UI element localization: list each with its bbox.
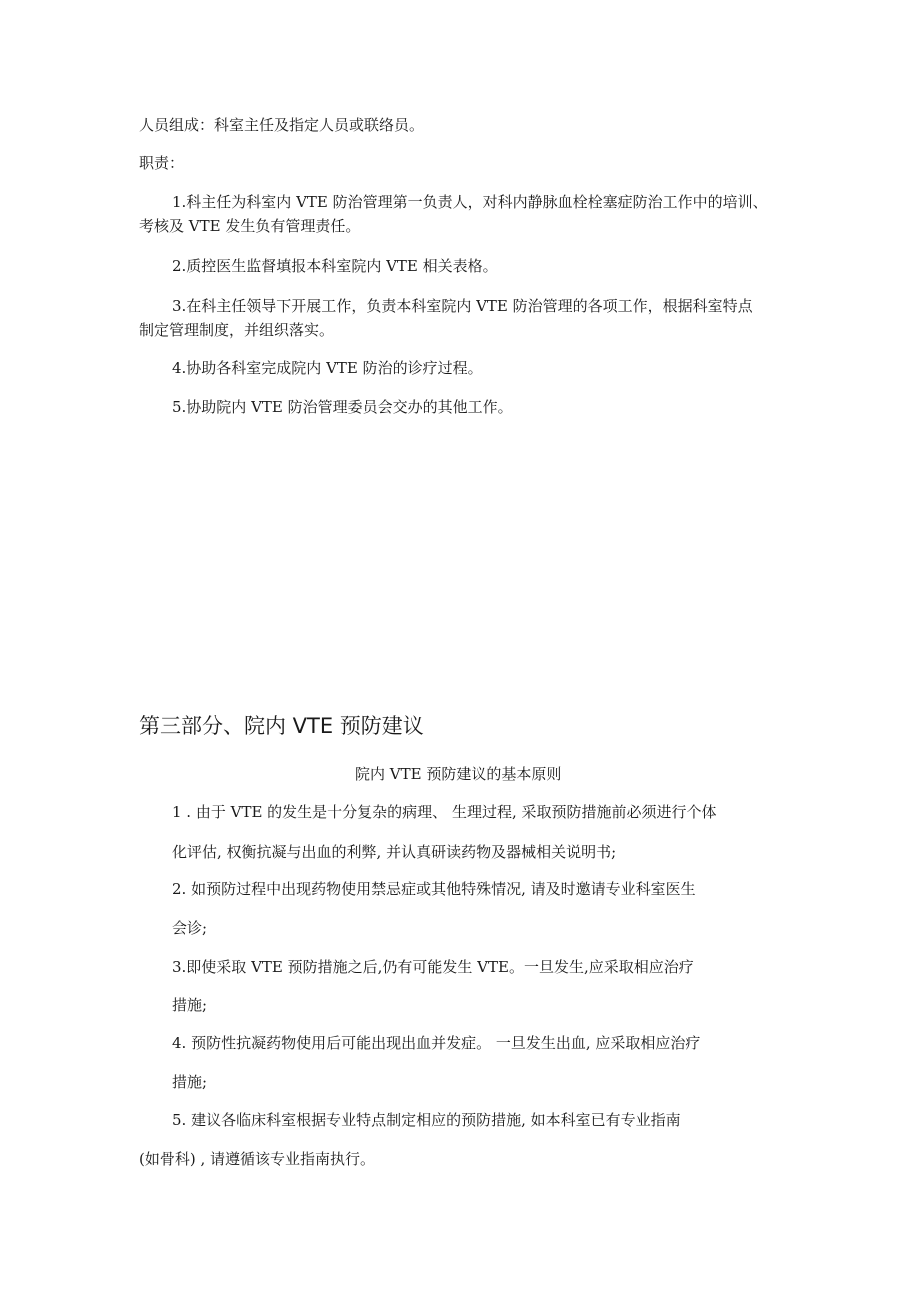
principle-3-line-1: 3.即使采取 VTE 预防措施之后,仍有可能发生 VTE。一旦发生,应采取相应治疗 <box>172 958 694 976</box>
duties-label: 职责： <box>139 154 185 172</box>
principle-1-line-2: 化评估, 权衡抗凝与出血的利弊, 并认真研读药物及器械相关说明书; <box>172 843 617 861</box>
principle-2-line-1: 2. 如预防过程中出现药物使用禁忌症或其他特殊情况, 请及时邀请专业科室医生 <box>172 880 696 898</box>
section-heading: 第三部分、院内 VTE 预防建议 <box>139 714 424 738</box>
principle-2-line-2: 会诊; <box>172 919 208 937</box>
principle-5-line-1: 5. 建议各临床科室根据专业特点制定相应的预防措施, 如本科室已有专业指南 <box>172 1111 681 1129</box>
duty-3-line-1: 3.在科主任领导下开展工作，负责本科室院内 VTE 防治管理的各项工作，根据科室特点 <box>172 297 753 315</box>
duty-1-line-2: 考核及 VTE 发生负有管理责任。 <box>139 217 361 235</box>
section-subheading: 院内 VTE 预防建议的基本原则 <box>355 765 562 783</box>
principle-1-line-1: 1 . 由于 VTE 的发生是十分复杂的病理、 生理过程, 采取预防措施前必须进行个体 <box>172 803 717 821</box>
principle-4-line-1: 4. 预防性抗凝药物使用后可能出现出血并发症。 一旦发生出血, 应采取相应治疗 <box>172 1034 701 1052</box>
members-line: 人员组成：科室主任及指定人员或联络员。 <box>139 116 425 134</box>
principle-5-line-2: (如骨科) , 请遵循该专业指南执行。 <box>139 1150 376 1168</box>
duty-4: 4.协助各科室完成院内 VTE 防治的诊疗过程。 <box>172 359 483 377</box>
duty-1-line-1: 1.科主任为科室内 VTE 防治管理第一负责人，对科内静脉血栓栓塞症防治工作中的培训、 <box>172 193 768 211</box>
principle-4-line-2: 措施; <box>172 1073 208 1091</box>
duty-3-line-2: 制定管理制度，并组织落实。 <box>139 321 335 339</box>
duty-2: 2.质控医生监督填报本科室院内 VTE 相关表格。 <box>172 257 498 275</box>
duty-5: 5.协助院内 VTE 防治管理委员会交办的其他工作。 <box>172 398 513 416</box>
principle-3-line-2: 措施; <box>172 996 208 1014</box>
